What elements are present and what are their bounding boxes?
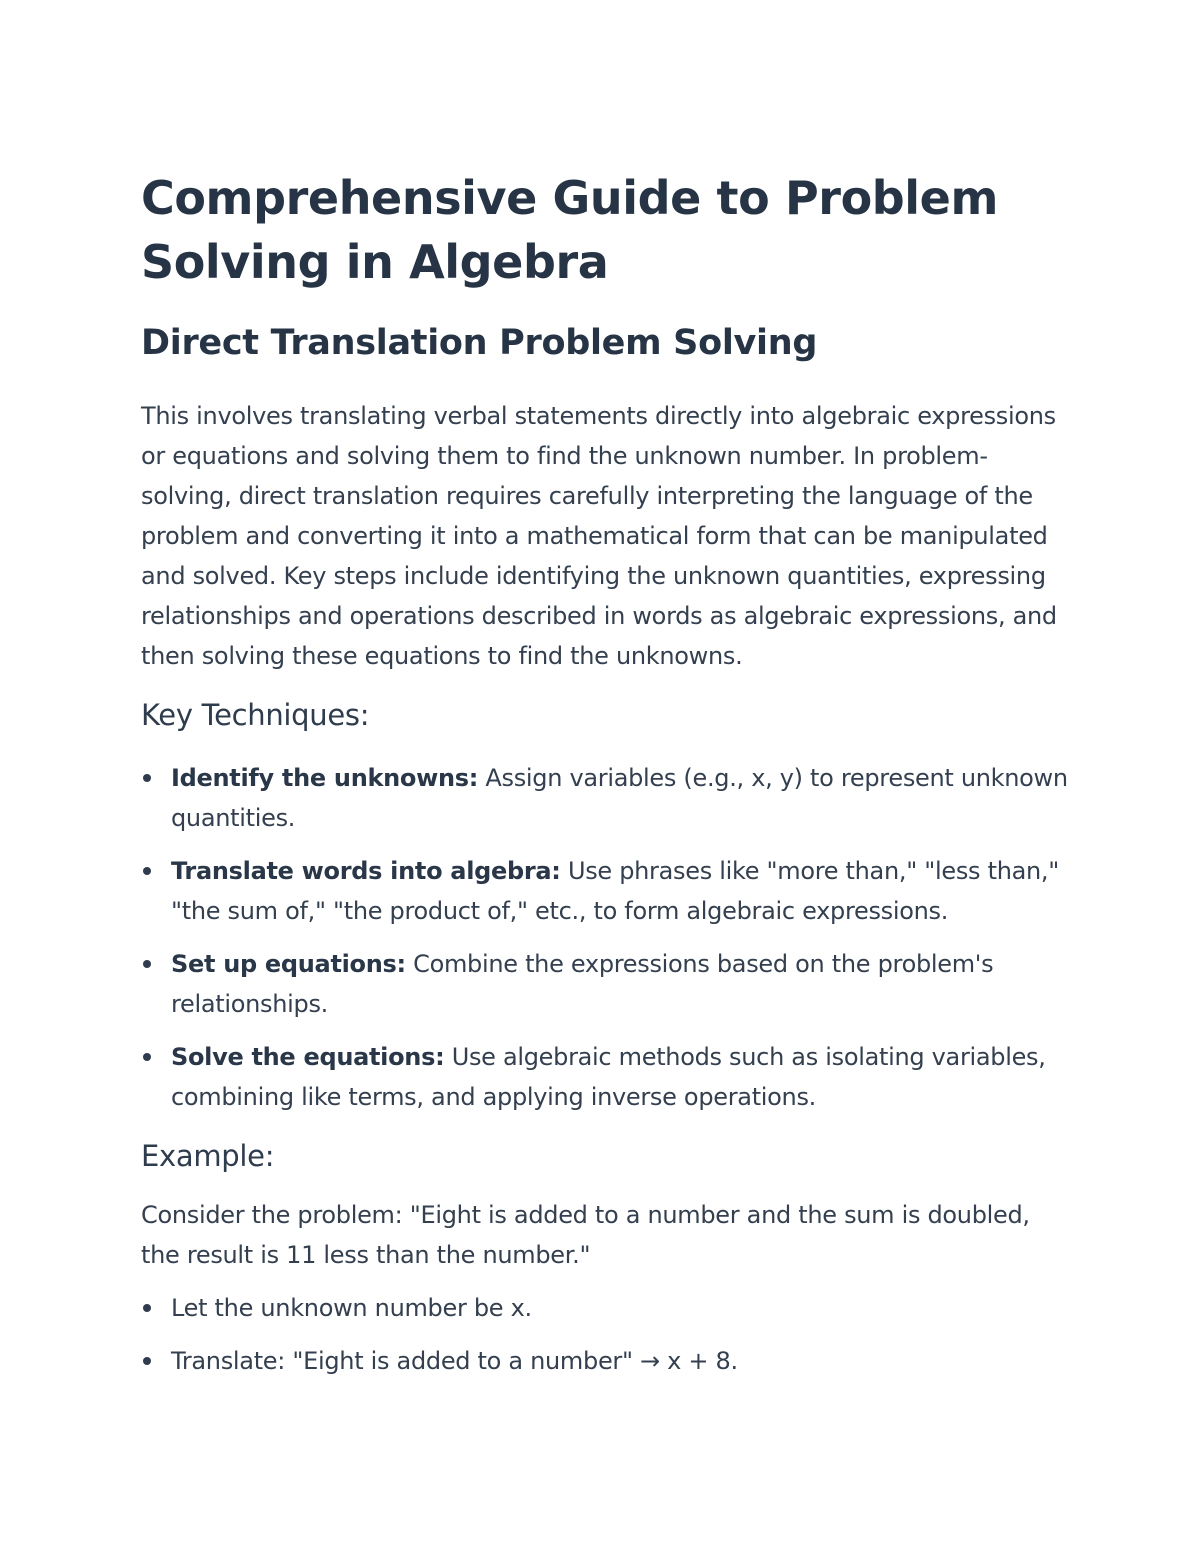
example-step-text: Translate: "Eight is added to a number" → x + 8. [171,1347,738,1375]
bullet-icon [143,1053,151,1061]
technique-term: Identify the unknowns: [171,764,479,792]
technique-term: Translate words into algebra: [171,857,561,885]
key-techniques-heading: Key Techniques: [141,698,370,732]
section-heading: Direct Translation Problem Solving [141,323,818,363]
technique-text: Use phrases like "more than," "less than," "the sum of," "the product of," etc., to form algebraic expressions. [171,857,1059,925]
technique-text: Combine the expressions based on the problem's relationships. [171,950,994,1018]
technique-item [141,944,1070,1024]
technique-term: Solve the equations: [171,1043,445,1071]
example-step-text: Let the unknown number be x. [171,1294,532,1322]
example-heading: Example: [141,1139,275,1173]
bullet-icon [143,867,151,875]
example-step-item [141,1341,1070,1381]
example-step-item [141,1288,1070,1328]
example-steps-list [141,1288,1070,1381]
technique-item [141,1037,1070,1117]
technique-text: Assign variables (e.g., x, y) to represent unknown quantities. [171,764,1068,832]
bullet-icon [143,1304,151,1312]
bullet-icon [143,960,151,968]
technique-text: Use algebraic methods such as isolating variables, combining like terms, and applying inverse operations. [171,1043,1046,1111]
technique-item [141,758,1070,838]
example-paragraph: Consider the problem: "Eight is added to a number and the sum is doubled, the result is 11 less than the number." [141,1201,1030,1269]
key-techniques-list [141,758,1070,1117]
bullet-icon [143,1357,151,1365]
document-title: Comprehensive Guide to Problem Solving in Algebra [141,171,998,289]
technique-term: Set up equations: [171,950,406,978]
bullet-icon [143,774,151,782]
intro-paragraph: This involves translating verbal statements directly into algebraic expressions or equations and solving them to find the unknown number. In problem-solving, direct translation requires carefully interpreting the language of the problem and converting it into a mathematical form that can be manipulated and solved. Key steps include identifying the unknown quantities, expressing relationships and operations described in words as algebraic expressions, and then solving these equations to find the unknowns. [141,402,1057,670]
technique-item [141,851,1070,931]
